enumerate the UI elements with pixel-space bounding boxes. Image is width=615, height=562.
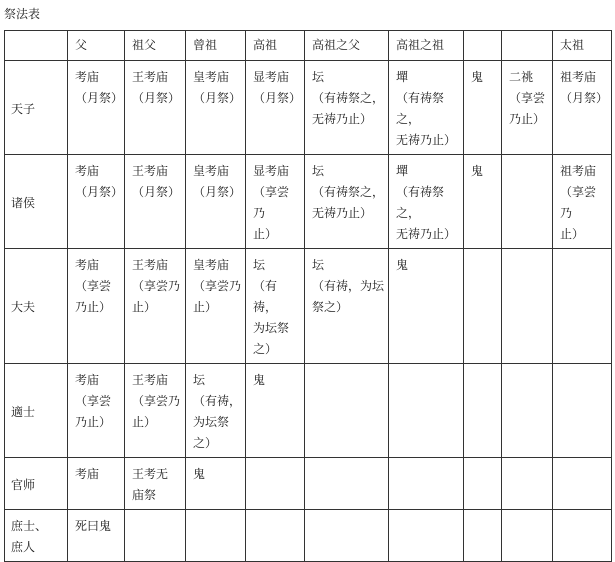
table-cell	[502, 510, 553, 562]
header-cell: 太祖	[553, 31, 612, 61]
table-cell: 王考庙 （月祭）	[125, 155, 186, 249]
table-cell	[502, 155, 553, 249]
table-cell: 鬼	[246, 364, 305, 458]
table-row	[5, 249, 612, 364]
table-cell: 坛 （有祷祭之， 无祷乃止）	[305, 61, 389, 155]
table-row	[5, 458, 612, 510]
row-label: 大夫	[5, 249, 68, 364]
table-caption: 祭法表	[4, 7, 41, 21]
table-cell	[553, 249, 612, 364]
table-cell: 鬼	[464, 155, 502, 249]
table-cell: 鬼	[186, 458, 246, 510]
table-cell	[305, 364, 389, 458]
table-cell	[186, 510, 246, 562]
header-cell: 高祖之祖	[389, 31, 464, 61]
table-row	[5, 61, 612, 155]
table-cell	[502, 458, 553, 510]
table-row	[5, 364, 612, 458]
table-cell: 鬼	[389, 249, 464, 364]
table-cell: 王考庙 （月祭）	[125, 61, 186, 155]
header-cell	[464, 31, 502, 61]
table-cell: 显考庙 （月祭）	[246, 61, 305, 155]
row-label: 適士	[5, 364, 68, 458]
table-cell	[502, 364, 553, 458]
table-cell	[464, 249, 502, 364]
sacrifice-table	[4, 30, 612, 562]
header-cell: 高祖	[246, 31, 305, 61]
table-cell: 王考庙 （享尝乃 止）	[125, 249, 186, 364]
table-cell	[553, 510, 612, 562]
table-cell	[389, 458, 464, 510]
table-cell: 坛 （有祷祭之， 无祷乃止）	[305, 155, 389, 249]
table-cell: 坛 （有祷， 为坛祭 之）	[246, 249, 305, 364]
header-cell	[5, 31, 68, 61]
table-cell: 皇考庙 （月祭）	[186, 155, 246, 249]
table-cell: 坛 （有祷， 为坛祭 之）	[186, 364, 246, 458]
table-cell: 坛 （有祷，为坛 祭之）	[305, 249, 389, 364]
table-cell: 皇考庙 （享尝乃 止）	[186, 249, 246, 364]
header-row	[5, 31, 612, 61]
table-cell	[464, 458, 502, 510]
table-cell: 显考庙 （享尝乃 止）	[246, 155, 305, 249]
table-row	[5, 155, 612, 249]
table-cell: 考庙 （享尝 乃止）	[68, 364, 125, 458]
table-cell: 王考无 庙祭	[125, 458, 186, 510]
table-cell	[246, 510, 305, 562]
table-cell	[502, 249, 553, 364]
table-cell	[389, 510, 464, 562]
table-cell: 考庙 （享尝 乃止）	[68, 249, 125, 364]
table-cell: 墠 （有祷祭之， 无祷乃止）	[389, 155, 464, 249]
table-cell: 考庙	[68, 458, 125, 510]
header-cell: 曾祖	[186, 31, 246, 61]
table-row	[5, 510, 612, 562]
table-cell	[389, 364, 464, 458]
table-cell: 墠 （有祷祭之， 无祷乃止）	[389, 61, 464, 155]
table-cell: 死曰鬼	[68, 510, 125, 562]
table-cell	[305, 510, 389, 562]
table-cell: 王考庙 （享尝乃 止）	[125, 364, 186, 458]
table-cell	[553, 458, 612, 510]
table-cell: 考庙 （月祭）	[68, 61, 125, 155]
table-cell: 祖考庙 （月祭）	[553, 61, 612, 155]
table-cell	[125, 510, 186, 562]
row-label: 官师	[5, 458, 68, 510]
table-cell	[464, 510, 502, 562]
table-cell: 考庙 （月祭）	[68, 155, 125, 249]
header-cell: 祖父	[125, 31, 186, 61]
row-label: 天子	[5, 61, 68, 155]
table-cell	[553, 364, 612, 458]
table-cell: 皇考庙 （月祭）	[186, 61, 246, 155]
table-cell: 鬼	[464, 61, 502, 155]
table-cell: 祖考庙 （享尝乃 止）	[553, 155, 612, 249]
table-body	[5, 31, 612, 562]
table-cell	[464, 364, 502, 458]
table-cell	[246, 458, 305, 510]
header-cell	[502, 31, 553, 61]
header-cell: 高祖之父	[305, 31, 389, 61]
header-cell: 父	[68, 31, 125, 61]
row-label: 诸侯	[5, 155, 68, 249]
table-cell	[305, 458, 389, 510]
table-cell: 二祧 （享尝 乃止）	[502, 61, 553, 155]
row-label: 庶士、 庶人	[5, 510, 68, 562]
